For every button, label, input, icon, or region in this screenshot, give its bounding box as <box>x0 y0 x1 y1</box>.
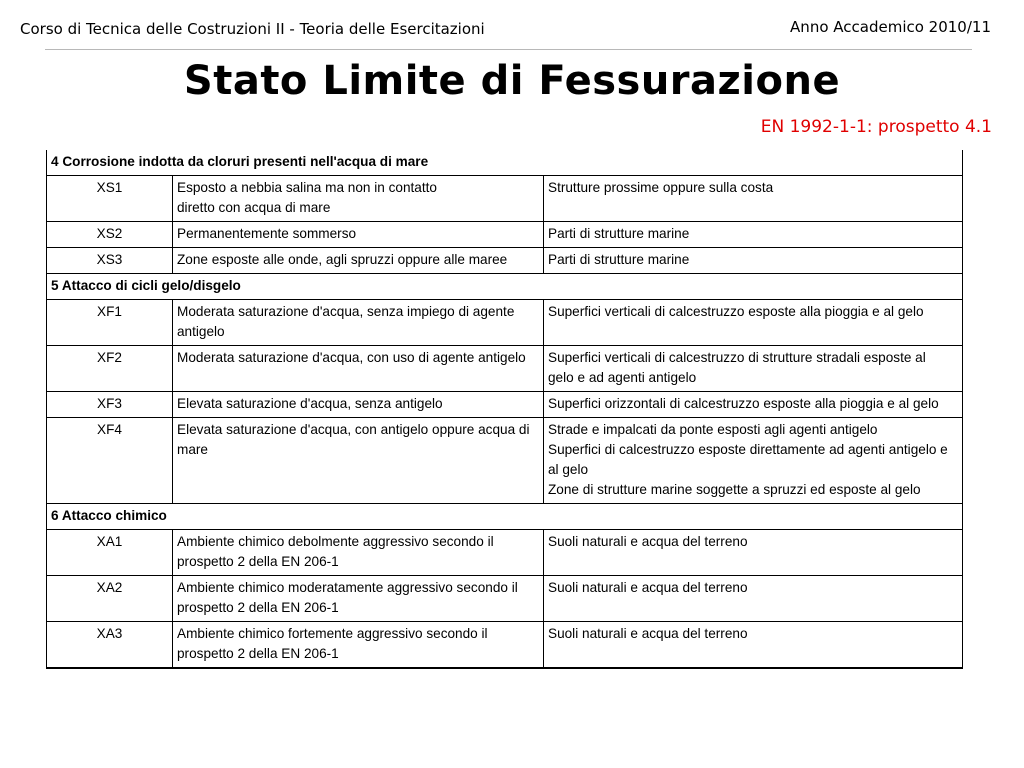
environment-description-line: Permanentemente sommerso <box>177 226 357 241</box>
table-row <box>47 176 963 222</box>
academic-year: Anno Accademico 2010/11 <box>790 18 991 36</box>
example-applications-line: Parti di strutture marine <box>548 252 690 267</box>
example-applications-line: Suoli naturali e acqua del terreno <box>548 626 748 641</box>
environment-description-line: Moderata saturazione d'acqua, senza impiego di agente <box>177 304 515 319</box>
environment-description <box>173 576 544 622</box>
section-title: 6 Attacco chimico <box>47 504 963 530</box>
exposure-class-code: XS3 <box>47 248 173 274</box>
environment-description <box>173 418 544 504</box>
environment-description-line: Ambiente chimico moderatamente aggressivo secondo il <box>177 580 518 595</box>
example-applications-line: Superfici orizzontali di calcestruzzo esposte alla pioggia e al gelo <box>548 396 939 411</box>
example-applications-line: Suoli naturali e acqua del terreno <box>548 534 748 549</box>
environment-description-line: Moderata saturazione d'acqua, con uso di agente antigelo <box>177 350 526 365</box>
example-applications-line: Superfici verticali di calcestruzzo esposte alla pioggia e al gelo <box>548 304 924 319</box>
environment-description-line: antigelo <box>177 324 225 339</box>
slide-title: Stato Limite di Fessurazione <box>183 58 841 104</box>
table-row <box>47 222 963 248</box>
example-applications-line: Parti di strutture marine <box>548 226 690 241</box>
example-applications <box>544 392 963 418</box>
section-row <box>47 274 963 300</box>
table-row <box>47 392 963 418</box>
table-row <box>47 622 963 669</box>
exposure-class-code: XA3 <box>47 622 173 669</box>
environment-description <box>173 346 544 392</box>
environment-description-line: prospetto 2 della EN 206-1 <box>177 600 339 615</box>
environment-description-line: prospetto 2 della EN 206-1 <box>177 554 339 569</box>
environment-description <box>173 530 544 576</box>
exposure-class-code: XS1 <box>47 176 173 222</box>
section-row <box>47 150 963 176</box>
example-applications-line: al gelo <box>548 462 589 477</box>
section-title: 4 Corrosione indotta da cloruri presenti nell'acqua di mare <box>47 150 963 176</box>
environment-description-line: Elevata saturazione d'acqua, senza antigelo <box>177 396 443 411</box>
exposure-classes-table <box>46 150 963 669</box>
environment-description-line: Elevata saturazione d'acqua, con antigelo oppure acqua di <box>177 422 530 437</box>
table-row <box>47 576 963 622</box>
table-row <box>47 418 963 504</box>
table-row <box>47 530 963 576</box>
table-row <box>47 346 963 392</box>
environment-description <box>173 248 544 274</box>
environment-description <box>173 222 544 248</box>
course-title: Corso di Tecnica delle Costruzioni II - Teoria delle Esercitazioni <box>20 20 485 38</box>
environment-description-line: prospetto 2 della EN 206-1 <box>177 646 339 661</box>
example-applications <box>544 176 963 222</box>
example-applications <box>544 222 963 248</box>
environment-description-line: mare <box>177 442 208 457</box>
environment-description-line: Esposto a nebbia salina ma non in contatto <box>177 180 437 195</box>
example-applications-line: Strade e impalcati da ponte esposti agli agenti antigelo <box>548 422 878 437</box>
example-applications <box>544 346 963 392</box>
example-applications-line: Superfici verticali di calcestruzzo di strutture stradali esposte al <box>548 350 926 365</box>
exposure-class-code: XF1 <box>47 300 173 346</box>
example-applications <box>544 576 963 622</box>
environment-description-line: diretto con acqua di mare <box>177 200 331 215</box>
example-applications-line: Suoli naturali e acqua del terreno <box>548 580 748 595</box>
exposure-class-code: XS2 <box>47 222 173 248</box>
environment-description <box>173 392 544 418</box>
exposure-class-code: XF2 <box>47 346 173 392</box>
exposure-class-code: XA1 <box>47 530 173 576</box>
example-applications-line: Superfici di calcestruzzo esposte direttamente ad agenti antigelo e <box>548 442 948 457</box>
table-row <box>47 248 963 274</box>
exposure-class-code: XF4 <box>47 418 173 504</box>
example-applications <box>544 530 963 576</box>
exposure-class-code: XF3 <box>47 392 173 418</box>
example-applications <box>544 300 963 346</box>
environment-description <box>173 176 544 222</box>
exposure-classes-table-body <box>47 150 963 668</box>
example-applications <box>544 248 963 274</box>
example-applications-line: Strutture prossime oppure sulla costa <box>548 180 774 195</box>
environment-description-line: Ambiente chimico debolmente aggressivo secondo il <box>177 534 494 549</box>
example-applications <box>544 418 963 504</box>
section-row <box>47 504 963 530</box>
environment-description <box>173 622 544 669</box>
environment-description <box>173 300 544 346</box>
table-row <box>47 300 963 346</box>
exposure-class-code: XA2 <box>47 576 173 622</box>
example-applications-line: Zone di strutture marine soggette a spruzzi ed esposte al gelo <box>548 482 921 497</box>
environment-description-line: Ambiente chimico fortemente aggressivo secondo il <box>177 626 488 641</box>
section-title: 5 Attacco di cicli gelo/disgelo <box>47 274 963 300</box>
example-applications-line: gelo e ad agenti antigelo <box>548 370 697 385</box>
standard-reference: EN 1992-1-1: prospetto 4.1 <box>760 117 992 137</box>
example-applications <box>544 622 963 669</box>
header-divider <box>45 49 972 50</box>
environment-description-line: Zone esposte alle onde, agli spruzzi oppure alle maree <box>177 252 508 267</box>
